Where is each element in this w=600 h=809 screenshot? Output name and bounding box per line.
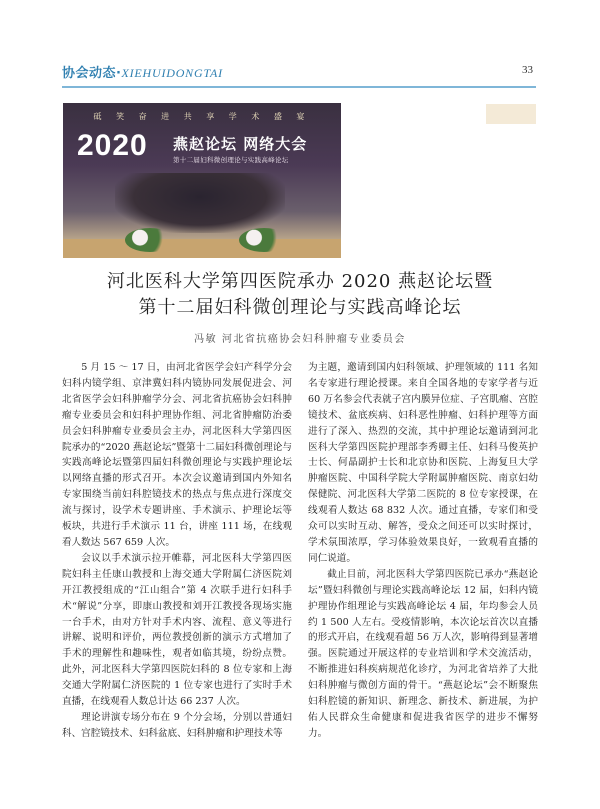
- section-header: [62, 62, 223, 81]
- article-title-line-2: 第十二届妇科微创理论与实践高峰论坛: [138, 297, 462, 318]
- article-byline: 冯敏 河北省抗癌协会妇科肿瘤专业委员会: [194, 334, 406, 345]
- article-title-line-1: 河北医科大学第四医院承办 2020 燕赵论坛暨: [106, 271, 494, 292]
- article-column-right: [308, 360, 538, 742]
- photo-banner-title: 燕赵论坛 网络大会: [173, 135, 308, 153]
- photo-stage: [63, 239, 341, 258]
- paragraph: 会议以手术演示拉开帷幕，河北医科大学第四医院妇科主任康山教授和上海交通大学附属仁济医院刘开江教授组成的“江山组合”第 4 次联手进行妇科手术“解说”分享，即康山教授和刘开江教授各现场实施一台手术，由对方针对手术内容、流程、意义等进行讲解、说明和评价，两位教授创新的演示方式增加了手术的理解性和趣味性，观者如临其境，纷纷点赞。此外，河北医科大学第四医院妇科的 8 位专家和上海交通大学附属仁济医院的 1 位专家也进行了实时手术直播，在线观看人数总计达 66 237 人次。: [62, 552, 292, 708]
- paragraph: 为主题，邀请到国内妇科领域、护理领域的 111 名知名专家进行理论授课。来自全国各地的专家学者与近 60 万名参会代表就子宫内膜异位症、子宫肌瘤、宫腔镜技术、盆底疾病、妇科恶性肿瘤、妇科护理等方面进行了深入、热烈的交流，其中护理论坛邀请到河北医科大学第四医院护理部李秀卿主任、妇科马俊英护士长、何晶副护士长和北京协和医院、上海复旦大学肿瘤医院、中国科学院大学附属肿瘤医院、南京妇幼保健院、河北医科大学第二医院的 8 位专家授课，在线观看人数达 68 832 人次。通过直播，专家们和受众可以实时互动、解答，受众之间还可以实时探讨，学术氛围浓厚，学习体验效果良好，一致观看直播的同仁说道。: [308, 362, 538, 564]
- article-column-left: [62, 360, 292, 742]
- photo-banner-subtitle: 第十二届妇科微创理论与实践高峰论坛: [173, 156, 289, 164]
- photo-group-of-people: [115, 173, 285, 233]
- section-header-latin: XIEHUIDONGTAI: [121, 66, 223, 80]
- paragraph: 理论讲演专场分布在 9 个分会场，分别以普通妇科、宫腔镜技术、妇科盆底、妇科肿瘤和护理技术等: [62, 711, 292, 739]
- conference-photo: [63, 103, 341, 258]
- header-decor-band: [486, 104, 536, 124]
- photo-flowers-left: [125, 228, 175, 252]
- section-header-cn: 协会动态·: [62, 66, 122, 81]
- photo-slogan: 砥 笑 奋 进 共 享 学 术 盛 宴: [93, 112, 311, 121]
- paragraph: 截止目前，河北医科大学第四医院已承办“燕赵论坛”暨妇科微创与理论实践高峰论坛 12 届，妇科内镜护理协作组理论与实践高峰论坛 4 届，年均参会人员约 1 500 人左右。受疫情影响，本次论坛首次以直播的形式开启，在线观看超 56 万人次，影响得到显著增强。医院通过开展这样的专业培训和学术交流活动，不断推进妇科疾病规范化诊疗，为河北省培养了大批妇科肿瘤与微创方面的骨干。“燕赵论坛”会不断聚焦妇科腔镜的新知识、新理念、新技术、新进展，为护佑人民群众生命健康和促进我省医学的进步不懈努力。: [308, 568, 538, 739]
- header-divider: [62, 86, 536, 88]
- paragraph: 5 月 15 ～ 17 日，由河北省医学会妇产科学分会妇科内镜学组、京津冀妇科内镜协同发展促进会、河北省医学会妇科肿瘤学分会、河北省抗癌协会妇科肿瘤专业委员会和妇科护理协作组、河北省肿瘤防治委员会妇科肿瘤专业委员会主办，河北医科大学第四医院承办的“2020 燕赵论坛”暨第十二届妇科微创理论与实践高峰论坛暨第四届妇科微创理论与实践护理论坛以网络直播的形式召开。本次会议邀请到国内外知名专家围绕当前妇科腔镜技术的热点与焦点进行深度交流与探讨，设学术专题讲座、手术演示、护理论坛等板块，共进行手术演示 11 台，讲座 111 场，在线观看人数达 567 659 人次。: [62, 362, 292, 548]
- photo-banner-year: 2020: [77, 129, 148, 162]
- photo-flowers-right: [239, 228, 289, 252]
- page-number: 33: [522, 64, 533, 76]
